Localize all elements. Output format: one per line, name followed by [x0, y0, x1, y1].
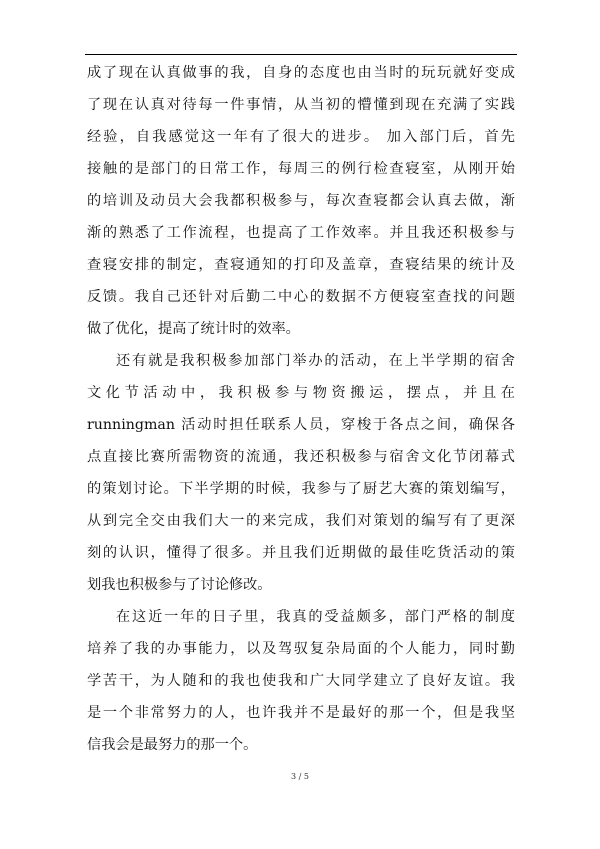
text-line: 还有就是我积极参加部门举办的活动，在上半学期的宿舍	[116, 353, 515, 369]
text-line: 划我也积极参与了讨论修改。	[87, 577, 272, 593]
text-line: 是一个非常努力的人，也许我并不是最好的那一个，但是我坚	[87, 705, 515, 721]
text-line: 查寝安排的制定，查寝通知的打印及盖章，查寝结果的统计及	[87, 257, 515, 273]
header-rule	[85, 54, 517, 55]
text-line: runningman 活动时担任联系人员，穿梭于各点之间，确保各	[87, 417, 515, 433]
text-line: 点直接比赛所需物资的流通，我还积极参与宿舍文化节闭幕式	[87, 449, 515, 465]
page-number: 3 / 5	[291, 772, 309, 781]
text-line: 信我会是最努力的那一个。	[87, 737, 258, 753]
text-line: 培养了我的办事能力，以及驾驭复杂局面的个人能力，同时勤	[87, 641, 515, 657]
text-line: 反馈。我自己还针对后勤二中心的数据不方便寝室查找的问题	[87, 289, 515, 305]
text-line: 经验，自我感觉这一年有了很大的进步。 加入部门后，首先	[87, 129, 515, 145]
text-line: 刻的认识，懂得了很多。并且我们近期做的最佳吃货活动的策	[87, 545, 515, 561]
text-line: 做了优化，提高了统计时的效率。	[87, 321, 300, 337]
text-line: 成了现在认真做事的我，自身的态度也由当时的玩玩就好变成	[87, 65, 515, 81]
text-line: 从到完全交由我们大一的来完成，我们对策划的编写有了更深	[87, 513, 515, 529]
text-line: 的培训及动员大会我都积极参与，每次查寝都会认真去做，渐	[87, 193, 515, 209]
document-body	[87, 57, 515, 761]
paragraph-3	[87, 601, 515, 761]
text-line: 文化节活动中，我积极参与物资搬运，摆点，并且在	[87, 385, 515, 401]
paragraph-2	[87, 345, 515, 601]
text-line: 接触的是部门的日常工作，每周三的例行检查寝室，从刚开始	[87, 161, 515, 177]
text-line: 了现在认真对待每一件事情，从当初的懵懂到现在充满了实践	[87, 97, 515, 113]
text-line: 的策划讨论。下半学期的时候，我参与了厨艺大赛的策划编写，	[87, 481, 515, 497]
text-line: 学苦干，为人随和的我也使我和广大同学建立了良好友谊。我	[87, 673, 515, 689]
text-line: 在这近一年的日子里，我真的受益颇多，部门严格的制度	[116, 609, 515, 625]
paragraph-1	[87, 57, 515, 345]
text-line: 渐的熟悉了工作流程，也提高了工作效率。并且我还积极参与	[87, 225, 515, 241]
